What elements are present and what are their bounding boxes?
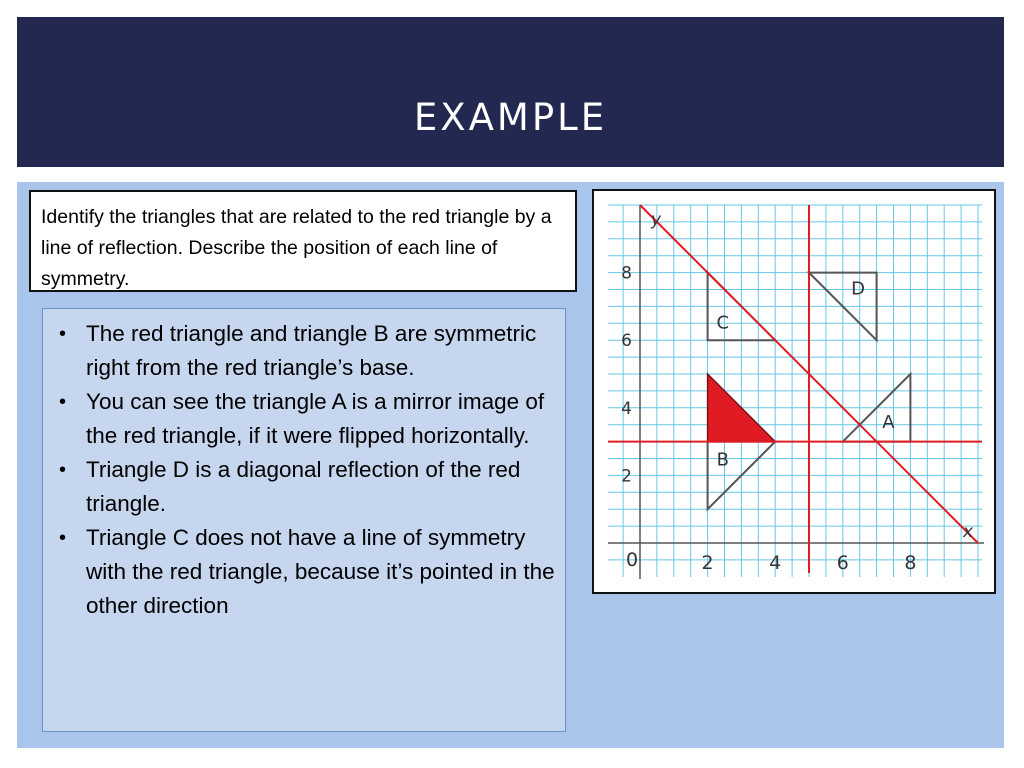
bullet-icon: • xyxy=(59,323,67,345)
bullet-item: • Triangle D is a diagonal reflection of the red triangle. xyxy=(53,453,555,521)
triangle-a-label: A xyxy=(882,412,895,434)
bullet-item: • The red triangle and triangle B are symmetric right from the red triangle’s base. xyxy=(53,317,555,385)
x-tick-label: 8 xyxy=(904,552,917,574)
coordinate-grid xyxy=(594,191,994,592)
y-axis-label: y xyxy=(650,210,662,230)
triangle-c-label: C xyxy=(716,312,730,334)
origin-label: 0 xyxy=(625,549,639,571)
bullet-item: • Triangle C does not have a line of symmetry with the red triangle, because it’s pointed in the other direction xyxy=(53,521,555,623)
question-text: Identify the triangles that are related to the red triangle by a line of reflection. Describe the position of each line of symmetry. xyxy=(41,206,552,290)
bullet-item: • You can see the triangle A is a mirror image of the red triangle, if it were flipped horizontally. xyxy=(53,385,555,453)
bullet-list xyxy=(43,309,565,623)
bullet-icon: • xyxy=(59,459,67,481)
x-tick-label: 4 xyxy=(769,552,782,574)
title-bar xyxy=(17,17,1004,167)
bullet-list-box xyxy=(42,308,566,732)
x-tick-label: 6 xyxy=(836,552,849,574)
question-box xyxy=(29,190,577,292)
x-axis-label: x xyxy=(962,522,974,542)
x-tick-label: 2 xyxy=(701,552,714,574)
reflection-figure xyxy=(592,189,996,594)
grid-lines xyxy=(608,191,982,577)
y-tick-label: 6 xyxy=(621,331,632,352)
y-tick-label: 8 xyxy=(621,263,632,284)
y-tick-label: 4 xyxy=(621,398,632,419)
y-tick-label: 2 xyxy=(621,466,632,487)
bullet-icon: • xyxy=(59,527,67,549)
triangle-b-label: B xyxy=(716,449,729,471)
slide-title: EXAMPLE xyxy=(413,96,608,139)
bullet-icon: • xyxy=(59,391,67,413)
triangle-d-label: D xyxy=(851,278,865,300)
